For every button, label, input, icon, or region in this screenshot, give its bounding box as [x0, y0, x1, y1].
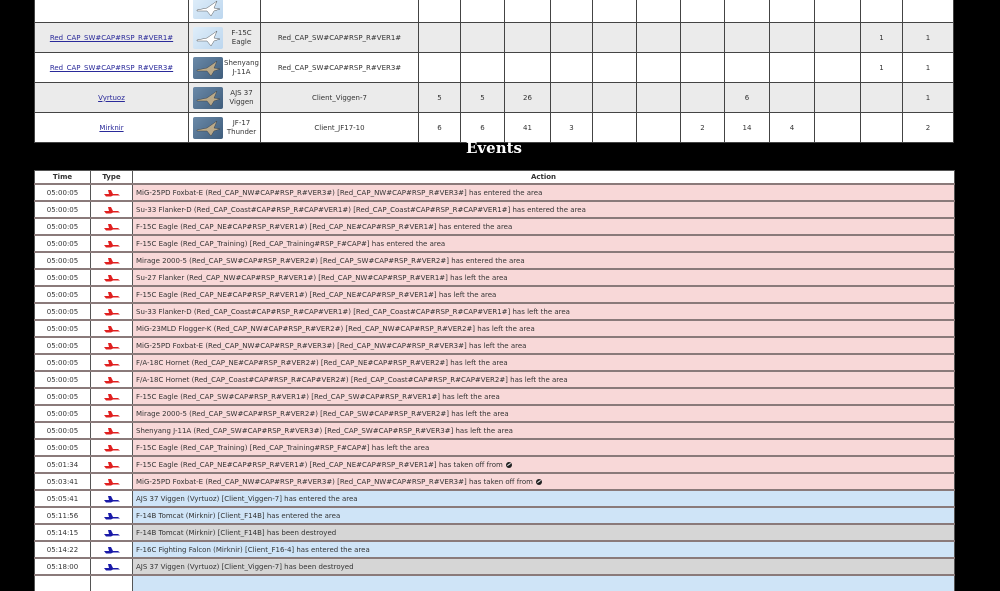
event-action-text: Su-27 Flanker (Red_CAP_NW#CAP#RSP_R#VER1#) [Red_CAP_NW#CAP#RSP_R#VER1#] has left the area: [136, 273, 508, 282]
red-aircraft-icon: [103, 376, 121, 384]
event-time: 05:00:05: [35, 286, 91, 303]
event-row: [35, 541, 955, 558]
event-time: 05:14:15: [35, 524, 91, 541]
event-type-cell: [91, 388, 133, 405]
event-action: [133, 252, 955, 269]
event-action-text: F-16C Fighting Falcon (Mirknir) [Client_F16-4] has entered the area: [136, 545, 370, 554]
aircraft-cell: [189, 0, 261, 23]
event-time: 05:00:05: [35, 320, 91, 337]
event-action-text: MiG-25PD Foxbat-E (Red_CAP_NW#CAP#RSP_R#VER3#) [Red_CAP_NW#CAP#RSP_R#VER3#] has left the area: [136, 341, 527, 350]
pilot-row: [35, 53, 954, 83]
event-action-text: F/A-18C Hornet (Red_CAP_Coast#CAP#RSP_R#CAP#VER2#) [Red_CAP_Coast#CAP#RSP_R#CAP#VER2#] has left the area: [136, 375, 568, 384]
event-type-cell: [91, 422, 133, 439]
stat-cell: 41: [505, 113, 551, 143]
pilot-row: [35, 23, 954, 53]
event-time: 05:00:05: [35, 269, 91, 286]
event-action: [133, 184, 955, 201]
red-aircraft-icon: [103, 478, 121, 486]
event-action: [133, 201, 955, 218]
red-aircraft-icon: [103, 444, 121, 452]
group-cell: Client_JF17-10: [261, 113, 419, 143]
stat-cell: 2: [681, 113, 725, 143]
stat-cell: 1: [903, 83, 954, 113]
event-type-cell: [91, 218, 133, 235]
event-action-text: Mirage 2000-5 (Red_CAP_SW#CAP#RSP_R#VER2#) [Red_CAP_SW#CAP#RSP_R#VER2#] has left the area: [136, 409, 509, 418]
event-action-text: F-15C Eagle (Red_CAP_NE#CAP#RSP_R#VER1#) [Red_CAP_NE#CAP#RSP_R#VER1#] has taken off from: [136, 460, 503, 469]
stat-cell: [551, 0, 593, 23]
pilot-row: [35, 83, 954, 113]
event-action: [133, 388, 955, 405]
red-aircraft-icon: [103, 410, 121, 418]
red-aircraft-icon: [103, 461, 121, 469]
event-action: [133, 575, 955, 591]
blue-aircraft-icon: [103, 546, 121, 554]
stat-cell: [770, 0, 815, 23]
event-type-cell: [91, 235, 133, 252]
red-aircraft-icon: [103, 427, 121, 435]
pilot-name-cell: [35, 0, 189, 23]
blue-aircraft-icon: [103, 529, 121, 537]
event-type-cell: [91, 507, 133, 524]
stat-cell: [815, 0, 861, 23]
stat-cell: [770, 53, 815, 83]
event-action: [133, 405, 955, 422]
event-action-text: Su-33 Flanker-D (Red_CAP_Coast#CAP#RSP_R#CAP#VER1#) [Red_CAP_Coast#CAP#RSP_R#CAP#VER1#] has left the area: [136, 307, 570, 316]
event-action-text: F-15C Eagle (Red_CAP_SW#CAP#RSP_R#VER1#) [Red_CAP_SW#CAP#RSP_R#VER1#] has left the area: [136, 392, 500, 401]
event-action-text: Su-33 Flanker-D (Red_CAP_Coast#CAP#RSP_R#CAP#VER1#) [Red_CAP_Coast#CAP#RSP_R#CAP#VER1#] has entered the area: [136, 205, 586, 214]
event-row: [35, 473, 955, 490]
stat-cell: [419, 0, 461, 23]
stat-cell: [505, 53, 551, 83]
aircraft-thumbnail: [193, 87, 223, 109]
red-aircraft-icon: [103, 189, 121, 197]
red-aircraft-icon: [103, 359, 121, 367]
event-time: 05:00:05: [35, 235, 91, 252]
event-time: 05:14:22: [35, 541, 91, 558]
stat-cell: [461, 23, 505, 53]
stat-cell: 1: [861, 53, 903, 83]
stat-cell: 5: [461, 83, 505, 113]
event-action-text: F-14B Tomcat (Mirknir) [Client_F14B] has been destroyed: [136, 528, 337, 537]
event-row: [35, 337, 955, 354]
event-action: [133, 303, 955, 320]
event-time: 05:00:05: [35, 422, 91, 439]
event-row: [35, 507, 955, 524]
stat-cell: 4: [770, 113, 815, 143]
action-header: Action: [133, 171, 955, 185]
stat-cell: [637, 23, 681, 53]
group-cell: [261, 0, 419, 23]
event-type-cell: [91, 541, 133, 558]
event-type-cell: [91, 303, 133, 320]
event-time: 05:01:34: [35, 456, 91, 473]
pilots-table: [34, 0, 954, 143]
red-aircraft-icon: [103, 308, 121, 316]
stat-cell: [461, 0, 505, 23]
event-row: [35, 269, 955, 286]
event-row: [35, 235, 955, 252]
event-type-cell: [91, 269, 133, 286]
stat-cell: 3: [551, 113, 593, 143]
pilot-link[interactable]: Vyrtuoz: [98, 93, 125, 102]
pilot-name-cell: [35, 83, 189, 113]
event-time: 05:00:05: [35, 439, 91, 456]
stat-cell: [815, 83, 861, 113]
event-row: [35, 218, 955, 235]
type-header: Type: [91, 171, 133, 185]
aircraft-cell: [189, 23, 261, 53]
stat-cell: [461, 53, 505, 83]
stat-cell: 6: [725, 83, 770, 113]
event-time: 05:00:05: [35, 405, 91, 422]
event-type-cell: [91, 354, 133, 371]
event-action: [133, 473, 955, 490]
stat-cell: 5: [419, 83, 461, 113]
stat-cell: [815, 53, 861, 83]
event-row: [35, 456, 955, 473]
stat-cell: [505, 23, 551, 53]
stat-cell: [815, 113, 861, 143]
stat-cell: [681, 53, 725, 83]
stat-cell: [637, 113, 681, 143]
red-aircraft-icon: [103, 291, 121, 299]
stat-cell: [637, 53, 681, 83]
red-aircraft-icon: [103, 393, 121, 401]
stat-cell: [861, 113, 903, 143]
time-header: Time: [35, 171, 91, 185]
event-action-text: Mirage 2000-5 (Red_CAP_SW#CAP#RSP_R#VER2#) [Red_CAP_SW#CAP#RSP_R#VER2#] has entered the area: [136, 256, 525, 265]
red-aircraft-icon: [103, 274, 121, 282]
aircraft-cell: [189, 113, 261, 143]
event-action-text: F-15C Eagle (Red_CAP_Training) [Red_CAP_Training#RSP_F#CAP#] has left the area: [136, 443, 430, 452]
stat-cell: [593, 23, 637, 53]
stat-cell: [419, 53, 461, 83]
events-header-row: [35, 171, 955, 185]
event-action: [133, 269, 955, 286]
event-type-cell: [91, 371, 133, 388]
event-type-cell: [91, 184, 133, 201]
event-action: [133, 354, 955, 371]
red-aircraft-icon: [103, 342, 121, 350]
event-action: [133, 558, 955, 575]
event-time: 05:03:41: [35, 473, 91, 490]
event-time: 05:00:05: [35, 218, 91, 235]
event-row: [35, 575, 955, 591]
blue-aircraft-icon: [103, 495, 121, 503]
aircraft-name-line1: JF-17: [232, 118, 251, 127]
stat-cell: 2: [903, 113, 954, 143]
event-row: [35, 201, 955, 218]
event-action-text: MiG-23MLD Flogger-K (Red_CAP_NW#CAP#RSP_R#VER2#) [Red_CAP_NW#CAP#RSP_R#VER2#] has left the area: [136, 324, 535, 333]
pilot-name-cell: [35, 23, 189, 53]
airfield-icon: [536, 479, 542, 485]
event-type-cell: [91, 490, 133, 507]
aircraft-name-line2: Thunder: [226, 127, 257, 136]
event-time: 05:00:05: [35, 184, 91, 201]
red-aircraft-icon: [103, 240, 121, 248]
stat-cell: [681, 0, 725, 23]
event-action: [133, 507, 955, 524]
event-action-text: MiG-25PD Foxbat-E (Red_CAP_NW#CAP#RSP_R#VER3#) [Red_CAP_NW#CAP#RSP_R#VER3#] has entered the area: [136, 188, 543, 197]
event-row: [35, 388, 955, 405]
event-row: [35, 490, 955, 507]
event-row: [35, 303, 955, 320]
event-type-cell: [91, 558, 133, 575]
group-cell: Red_CAP_SW#CAP#RSP_R#VER1#: [261, 23, 419, 53]
event-type-cell: [91, 439, 133, 456]
stat-cell: [861, 83, 903, 113]
pilot-row: [35, 113, 954, 143]
event-action: [133, 439, 955, 456]
event-action: [133, 541, 955, 558]
aircraft-cell: [189, 53, 261, 83]
stat-cell: [770, 23, 815, 53]
event-type-cell: [91, 456, 133, 473]
blue-aircraft-icon: [103, 512, 121, 520]
event-action-text: Shenyang J-11A (Red_CAP_SW#CAP#RSP_R#VER3#) [Red_CAP_SW#CAP#RSP_R#VER3#] has left the area: [136, 426, 513, 435]
aircraft-name-line1: AJS 37: [230, 88, 253, 97]
event-action: [133, 320, 955, 337]
stat-cell: [551, 53, 593, 83]
aircraft-thumbnail: [193, 57, 223, 79]
pilot-link[interactable]: Mirknir: [99, 123, 124, 132]
event-row: [35, 252, 955, 269]
event-action: [133, 371, 955, 388]
event-type-cell: [91, 337, 133, 354]
stat-cell: [725, 53, 770, 83]
event-time: 05:11:56: [35, 507, 91, 524]
group-cell: Red_CAP_SW#CAP#RSP_R#VER3#: [261, 53, 419, 83]
event-action: [133, 286, 955, 303]
event-row: [35, 422, 955, 439]
event-action: [133, 218, 955, 235]
event-time: 05:00:05: [35, 354, 91, 371]
stat-cell: [593, 0, 637, 23]
event-action-text: F-15C Eagle (Red_CAP_Training) [Red_CAP_Training#RSP_F#CAP#] has entered the area: [136, 239, 446, 248]
stat-cell: [861, 0, 903, 23]
event-time: 05:00:05: [35, 337, 91, 354]
event-action: [133, 337, 955, 354]
airfield-icon: [506, 462, 512, 468]
event-action: [133, 524, 955, 541]
event-action: [133, 422, 955, 439]
stat-cell: [903, 0, 954, 23]
aircraft-name-line1: F-15C: [231, 28, 252, 37]
stat-cell: [770, 83, 815, 113]
event-type-cell: [91, 320, 133, 337]
stat-cell: [551, 23, 593, 53]
stat-cell: [593, 113, 637, 143]
event-row: [35, 558, 955, 575]
stat-cell: [725, 0, 770, 23]
aircraft-name-line2: Viggen: [229, 97, 254, 106]
events-heading: Events: [466, 139, 522, 157]
stat-cell: [419, 23, 461, 53]
event-type-cell: [91, 252, 133, 269]
events-table: [34, 170, 955, 591]
event-type-cell: [91, 405, 133, 422]
aircraft-thumbnail: [193, 0, 223, 19]
event-row: [35, 184, 955, 201]
aircraft-name-line1: Shenyang: [224, 58, 259, 67]
event-action-text: F-14B Tomcat (Mirknir) [Client_F14B] has entered the area: [136, 511, 341, 520]
event-row: [35, 524, 955, 541]
stat-cell: [637, 0, 681, 23]
stat-cell: [815, 23, 861, 53]
stat-cell: [593, 83, 637, 113]
stat-cell: 6: [461, 113, 505, 143]
red-aircraft-icon: [103, 325, 121, 333]
event-time: 05:00:05: [35, 371, 91, 388]
event-action-text: F/A-18C Hornet (Red_CAP_NE#CAP#RSP_R#VER2#) [Red_CAP_NE#CAP#RSP_R#VER2#] has left the area: [136, 358, 508, 367]
aircraft-thumbnail: [193, 27, 223, 49]
red-aircraft-icon: [103, 206, 121, 214]
pilot-link[interactable]: Red_CAP_SW#CAP#RSP_R#VER1#: [49, 33, 174, 42]
event-action: [133, 456, 955, 473]
stat-cell: [551, 83, 593, 113]
event-time: 05:00:05: [35, 201, 91, 218]
stat-cell: [681, 23, 725, 53]
event-row: [35, 371, 955, 388]
event-time: 05:00:05: [35, 388, 91, 405]
red-aircraft-icon: [103, 223, 121, 231]
event-time: 05:00:05: [35, 252, 91, 269]
event-time: 05:00:05: [35, 303, 91, 320]
event-type-cell: [91, 201, 133, 218]
event-action-text: F-15C Eagle (Red_CAP_NE#CAP#RSP_R#VER1#) [Red_CAP_NE#CAP#RSP_R#VER1#] has left the area: [136, 290, 497, 299]
stat-cell: 6: [419, 113, 461, 143]
group-cell: Client_Viggen-7: [261, 83, 419, 113]
event-row: [35, 286, 955, 303]
blue-aircraft-icon: [103, 563, 121, 571]
stat-cell: 1: [861, 23, 903, 53]
event-row: [35, 354, 955, 371]
event-time: 05:05:41: [35, 490, 91, 507]
pilot-name-cell: [35, 113, 189, 143]
stat-cell: 1: [903, 53, 954, 83]
aircraft-thumbnail: [193, 117, 223, 139]
stat-cell: 14: [725, 113, 770, 143]
event-action-text: AJS 37 Viggen (Vyrtuoz) [Client_Viggen-7] has entered the area: [136, 494, 358, 503]
aircraft-name-line2: J-11A: [232, 67, 251, 76]
event-type-cell: [91, 575, 133, 591]
event-row: [35, 439, 955, 456]
event-row: [35, 405, 955, 422]
stat-cell: 1: [903, 23, 954, 53]
event-time: 05:18:00: [35, 558, 91, 575]
event-action: [133, 490, 955, 507]
event-type-cell: [91, 473, 133, 490]
stat-cell: [725, 23, 770, 53]
stat-cell: 26: [505, 83, 551, 113]
event-action: [133, 235, 955, 252]
stat-cell: [593, 53, 637, 83]
pilot-link[interactable]: Red_CAP_SW#CAP#RSP_R#VER3#: [49, 63, 174, 72]
pilot-name-cell: [35, 53, 189, 83]
red-aircraft-icon: [103, 257, 121, 265]
event-time: [35, 575, 91, 591]
event-action-text: AJS 37 Viggen (Vyrtuoz) [Client_Viggen-7] has been destroyed: [136, 562, 354, 571]
aircraft-cell: [189, 83, 261, 113]
event-row: [35, 320, 955, 337]
stat-cell: [681, 83, 725, 113]
stat-cell: [505, 0, 551, 23]
event-type-cell: [91, 524, 133, 541]
pilot-row: [35, 0, 954, 23]
event-action-text: F-15C Eagle (Red_CAP_NE#CAP#RSP_R#VER1#) [Red_CAP_NE#CAP#RSP_R#VER1#] has entered the area: [136, 222, 513, 231]
event-action-text: MiG-25PD Foxbat-E (Red_CAP_NW#CAP#RSP_R#VER3#) [Red_CAP_NW#CAP#RSP_R#VER3#] has taken off from: [136, 477, 533, 486]
stat-cell: [637, 83, 681, 113]
event-type-cell: [91, 286, 133, 303]
aircraft-name-line2: Eagle: [231, 37, 252, 46]
